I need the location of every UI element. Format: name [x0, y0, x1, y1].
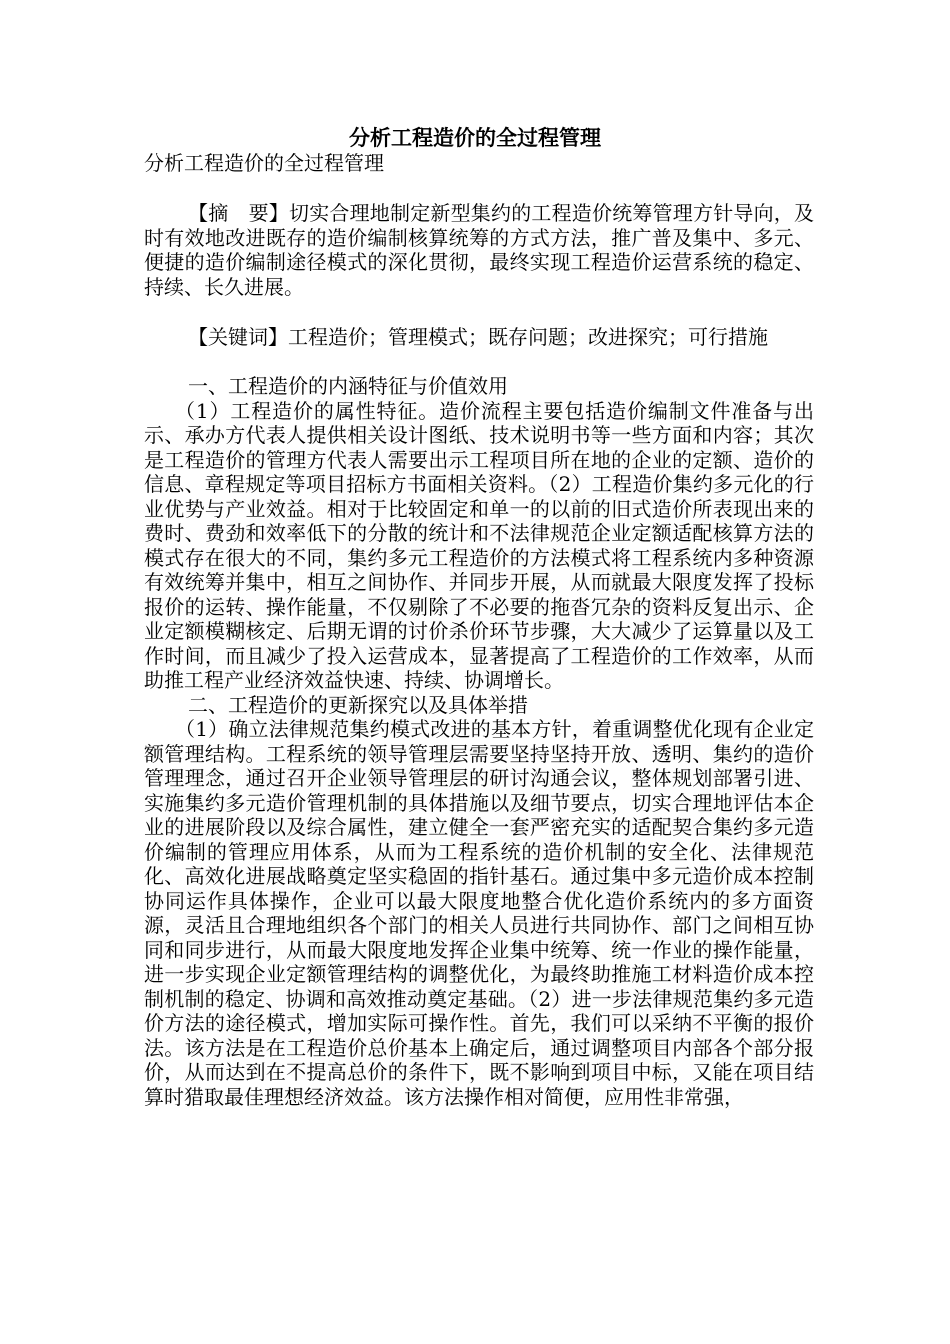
abstract-block	[144, 201, 814, 299]
section-2-paragraph: （1）确立法律规范集约模式改进的基本方针，着重调整优化现有企业定额管理结构。工程系统的领导管理层需要坚持坚持开放、透明、集约的造价管理理念，通过召开企业领导管理层的研讨沟通会议，整体规划部署引进、实施集约多元造价管理机制的具体措施以及细节要点，切实合理地评估本企业的进展阶段以及综合属性，建立健全一套严密充实的适配契合集约多元造价编制的管理应用体系，从而为工程系统的造价机制的安全化、法律规范化、高效化进展战略奠定坚实稳固的指针基石。通过集中多元造价成本控制协同运作具体操作，企业可以最大限度地整合优化造价系统内的多方面资源，灵活且合理地组织各个部门的相关人员进行共同协作、部门之间相互协同和同步进行，从而最大限度地发挥企业集中统筹、统一作业的操作能量，进一步实现企业定额管理结构的调整优化，为最终助推施工材料造价成本控制机制的稳定、协调和高效推动奠定基础。（2）进一步法律规范集约多元造价方法的途径模式，增加实际可操作性。首先，我们可以采纳不平衡的报价法。该方法是在工程造价总价基本上确定后，通过调整项目内部各个部分报价，从而达到在不提高总价的条件下，既不影响到项目中标，又能在项目结算时猎取最佳理想经济效益。该方法操作相对简便，应用性非常强，	[144, 717, 814, 1109]
keywords-paragraph: 【关键词】工程造价；管理模式；既存问题；改进探究；可行措施	[188, 325, 768, 349]
document-subtitle	[144, 151, 814, 176]
section-2-heading: 二、工程造价的更新探究以及具体举措	[188, 692, 528, 717]
section-1-heading: 一、工程造价的内涵特征与价值效用	[188, 374, 508, 398]
abstract-paragraph: 【摘 要】切实合理地制定新型集约的工程造价统筹管理方针导向，及时有效地改进既存的造价编制核算统筹的方式方法，推广普及集中、多元、便捷的造价编制途径模式的深化贯彻，最终实现工程造价运营系统的稳定、持续、长久进展。	[144, 201, 814, 299]
document-title: 分析工程造价的全过程管理	[349, 125, 601, 150]
section-1-paragraph: （1）工程造价的属性特征。造价流程主要包括造价编制文件准备与出示、承办方代表人提供相关设计图纸、技术说明书等一些方面和内容；其次是工程造价的管理方代表人需要出示工程项目所在地的企业的定额、造价的信息、章程规定等项目招标方书面相关资料。（2）工程造价集约多元化的行业优势与产业效益。相对于比较固定和单一的以前的旧式造价所表现出来的费时、费劲和效率低下的分散的统计和不法律规范企业定额适配核算方法的模式存在很大的不同，集约多元工程造价的方法模式将工程系统内多种资源有效统筹并集中，相互之间协作、并同步开展，从而就最大限度发挥了投标报价的运转、操作能量，不仅剔除了不必要的拖沓冗杂的资料反复出示、企业定额模糊核定、后期无谓的讨价杀价环节步骤，大大减少了运算量以及工作时间，而且减少了投入运营成本，显著提高了工程造价的工作效率，从而助推工程产业经济效益快速、持续、协调增长。	[144, 398, 814, 692]
body-text	[144, 374, 814, 1109]
subtitle-text: 分析工程造价的全过程管理	[144, 151, 384, 175]
keywords-block	[144, 325, 814, 350]
